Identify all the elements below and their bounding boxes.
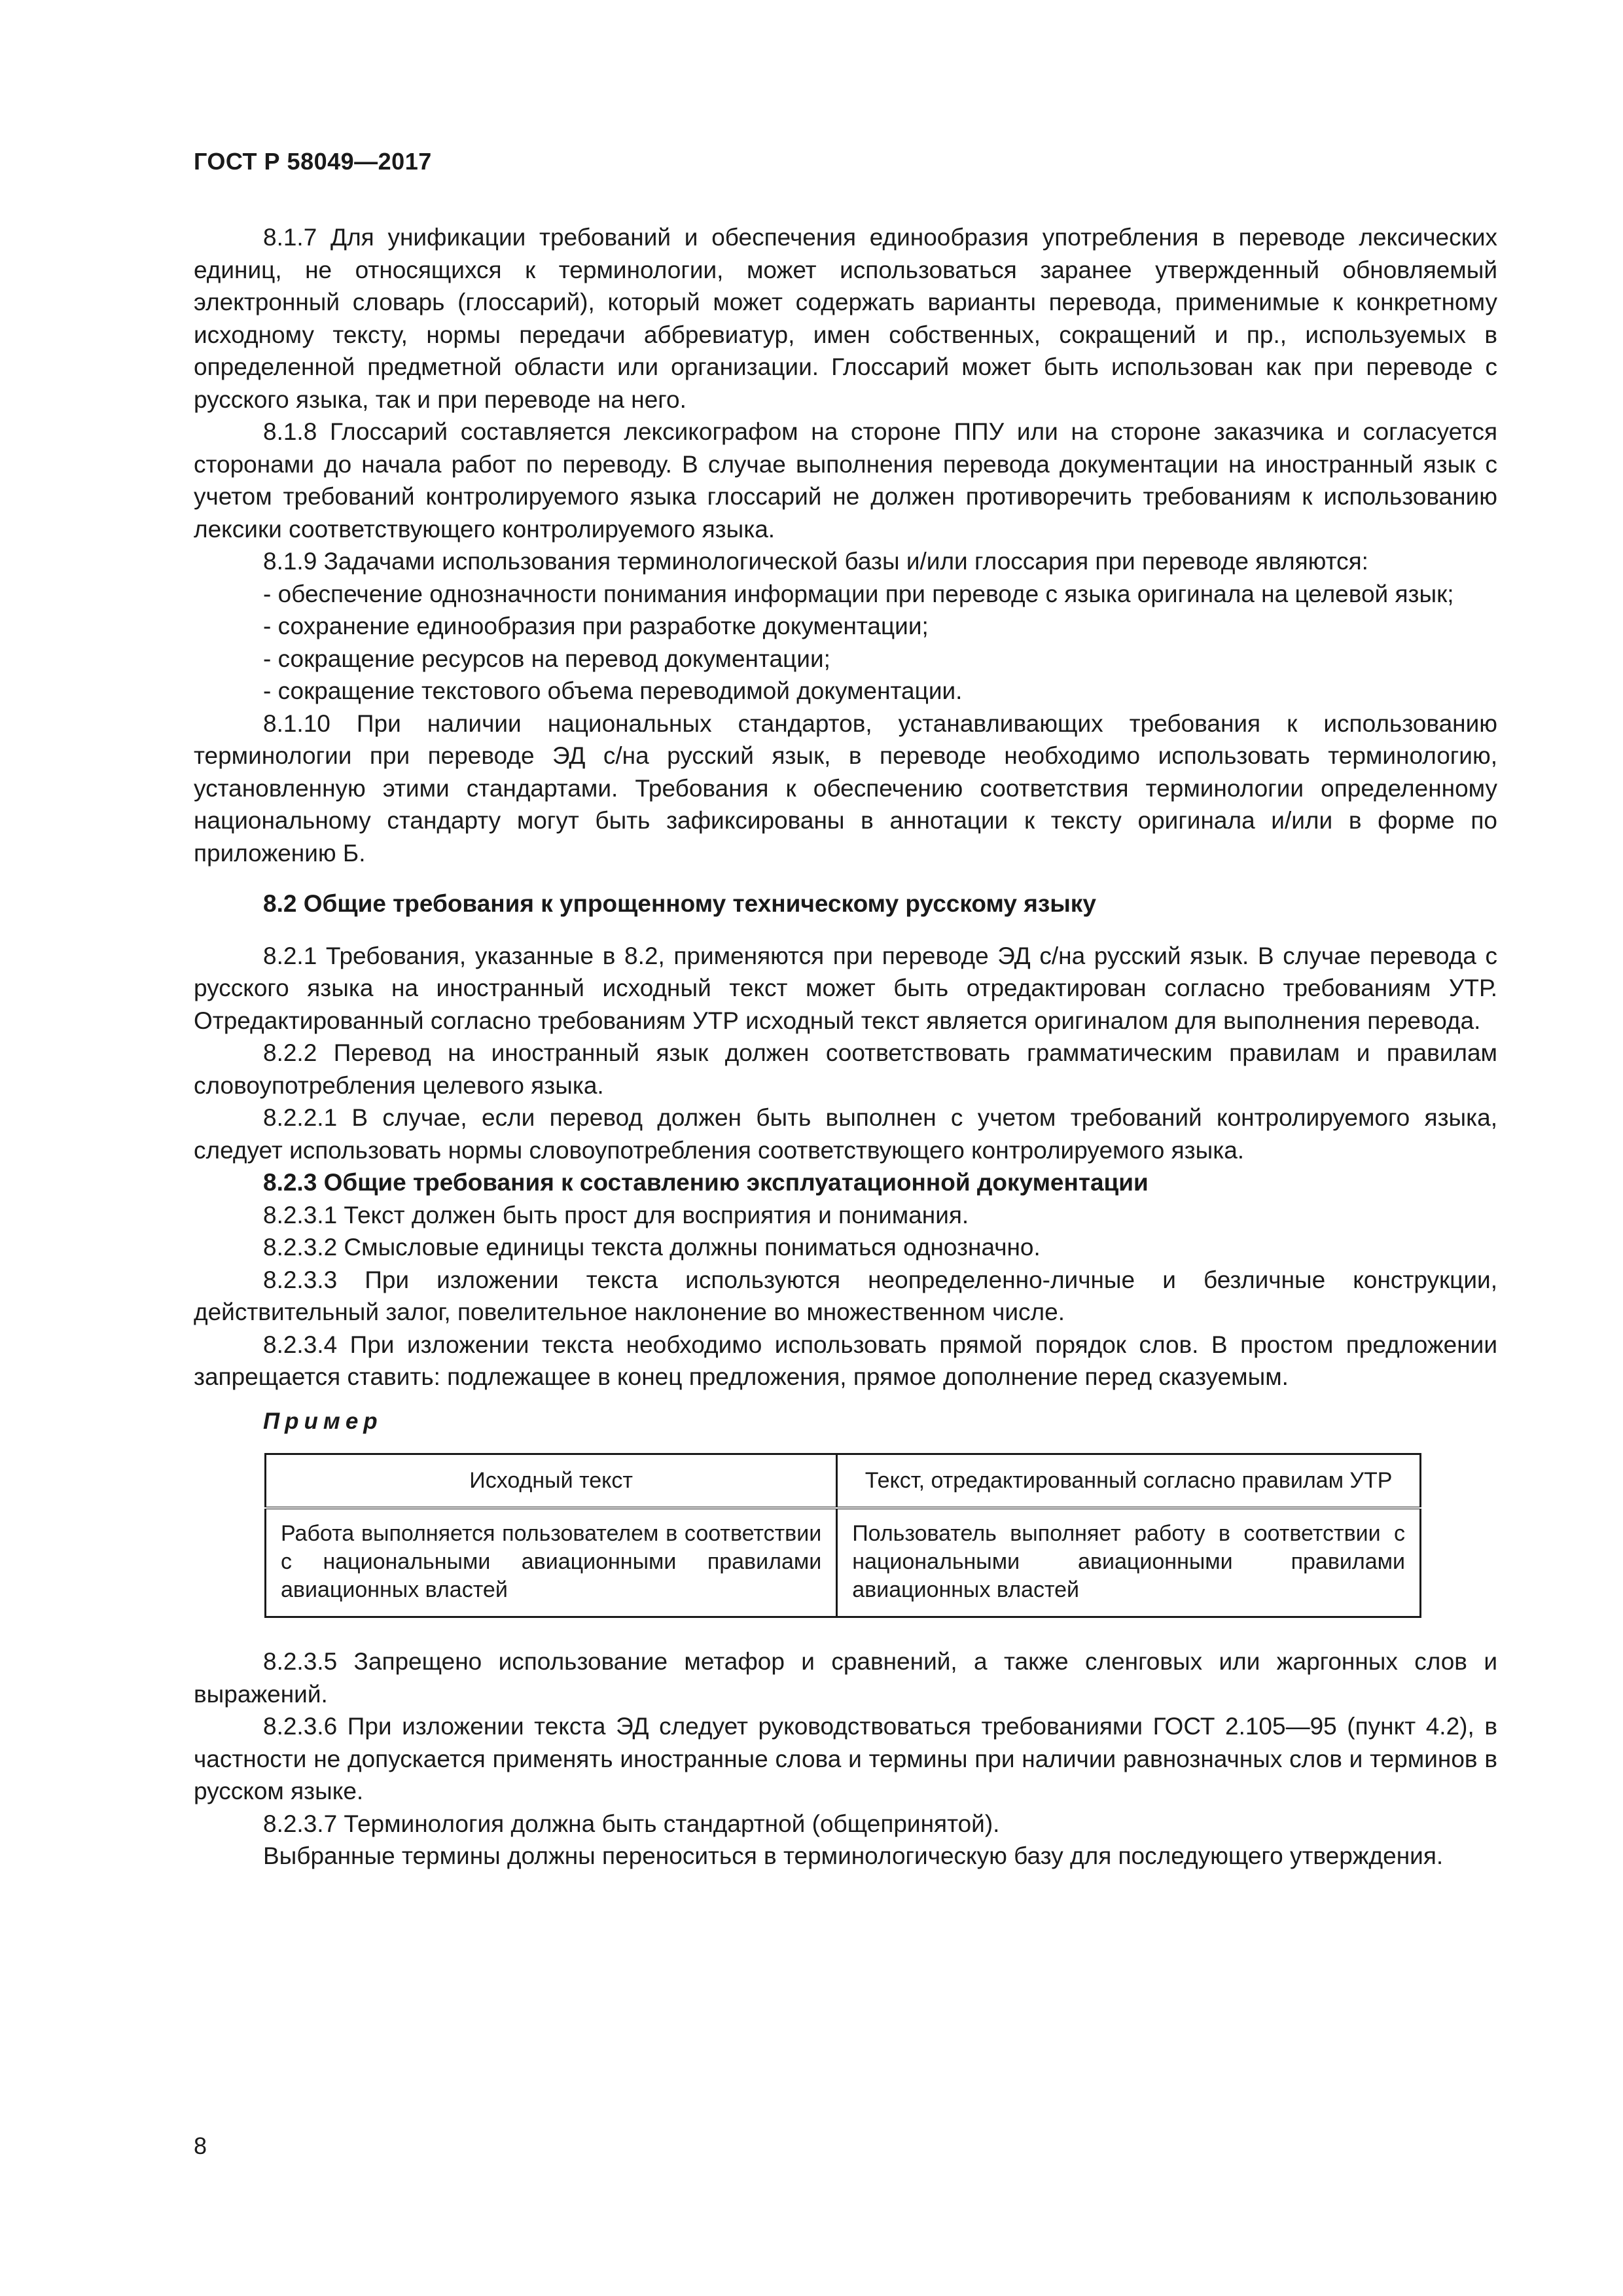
list-item: - обеспечение однозначности понимания информации при переводе с языка оригинала на целевой язык; <box>263 580 1454 607</box>
page-number: 8 <box>194 2132 207 2159</box>
paragraph-8-2-3-2: 8.2.3.2 Смысловые единицы текста должны пониматься однозначно. <box>263 1234 1041 1261</box>
subsection-heading-8-2-3: 8.2.3 Общие требования к составлению эксплуатационной документации <box>263 1169 1149 1196</box>
list-item: - сохранение единообразия при разработке документации; <box>263 613 929 639</box>
paragraph-8-2-3-1: 8.2.3.1 Текст должен быть прост для восприятия и понимания. <box>263 1201 969 1229</box>
paragraph-8-2-3-6: 8.2.3.6 При изложении текста ЭД следует руководствоваться требованиями ГОСТ 2.105—95 (пункт 4.2), в частности не допускается применять иностранные слова и термины при наличии равнозначных слов и терминов в русском языке. <box>194 1713 1497 1804</box>
table-cell-edited: Пользователь выполняет работу в соответствии с национальными авиационными правилами авиационных властей <box>837 1508 1421 1617</box>
paragraph-8-2-2-1: 8.2.2.1 В случае, если перевод должен быть выполнен с учетом требований контролируемого языка, следует использовать нормы словоупотребления соответствующего контролируемого языка. <box>194 1104 1497 1164</box>
paragraph-8-1-7: 8.1.7 Для унификации требований и обеспечения единообразия употребления в переводе лексических единиц, не относящихся к терминологии, может использоваться заранее утвержденный обновляемый электронный словарь (глоссарий), который может содержать варианты перевода, применимые к конкретному исходному тексту, нормы передачи аббревиатур, имен собственных, сокращений и пр., используемых в определенной предметной области или организации. Глоссарий может быть использован как при переводе с русского языка, так и при переводе на него. <box>194 224 1497 413</box>
document-header: ГОСТ Р 58049—2017 <box>194 148 432 175</box>
paragraph-8-2-2: 8.2.2 Перевод на иностранный язык должен соответствовать грамматическим правилам и правилам словоупотребления целевого языка. <box>194 1039 1497 1099</box>
paragraph-8-1-9: 8.1.9 Задачами использования терминологической базы и/или глоссария при переводе являются: <box>263 548 1368 575</box>
section-heading-8-2: 8.2 Общие требования к упрощенному техническому русскому языку <box>263 890 1096 917</box>
paragraph-8-1-10: 8.1.10 При наличии национальных стандартов, устанавливающих требования к использованию терминологии при переводе ЭД с/на русский язык, в переводе необходимо использовать терминологию, установленную этими стандартами. Требования к обеспечению соответствия терминологии определенному национальному стандарту могут быть зафиксированы в аннотации к тексту оригинала и/или в форме по приложению Б. <box>194 709 1497 867</box>
list-item: - сокращение текстового объема переводимой документации. <box>263 677 963 704</box>
paragraph-8-1-8: 8.1.8 Глоссарий составляется лексикографом на стороне ППУ или на стороне заказчика и согласуется сторонами до начала работ по переводу. В случае выполнения перевода документации на иностранный язык с учетом требований контролируемого языка глоссарий не должен противоречить требованиям к использованию лексики соответствующего контролируемого языка. <box>194 418 1497 543</box>
paragraph-8-2-3-4: 8.2.3.4 При изложении текста необходимо использовать прямой порядок слов. В простом предложении запрещается ставить: подлежащее в конец предложения, прямое дополнение перед сказуемым. <box>194 1331 1497 1390</box>
list-item: - сокращение ресурсов на перевод документации; <box>263 645 830 672</box>
table-header-source: Исходный текст <box>266 1454 837 1509</box>
table-header-edited: Текст, отредактированный согласно правилам УТР <box>837 1454 1421 1509</box>
paragraph-8-2-3-7: 8.2.3.7 Терминология должна быть стандартной (общепринятой). <box>263 1810 1000 1837</box>
example-table <box>264 1453 1421 1618</box>
example-label: Пример <box>263 1408 383 1434</box>
table-row <box>266 1508 1421 1617</box>
paragraph-8-2-3-3: 8.2.3.3 При изложении текста используются неопределенно-личные и безличные конструкции, действительный залог, повелительное наклонение во множественном числе. <box>194 1266 1497 1325</box>
paragraph-final: Выбранные термины должны переноситься в терминологическую базу для последующего утверждения. <box>263 1842 1444 1869</box>
paragraph-8-2-3-5: 8.2.3.5 Запрещено использование метафор и сравнений, а также сленговых или жаргонных слов и выражений. <box>194 1648 1497 1708</box>
document-body <box>194 221 1497 1873</box>
table-cell-source: Работа выполняется пользователем в соответствии с национальными авиационными правилами авиационных властей <box>266 1508 837 1617</box>
paragraph-8-2-1: 8.2.1 Требования, указанные в 8.2, применяются при переводе ЭД с/на русский язык. В случае перевода с русского языка на иностранный исходный текст может быть отредактирован согласно требованиям УТР. Отредактированный согласно требованиям УТР исходный текст является оригиналом для выполнения перевода. <box>194 942 1497 1034</box>
